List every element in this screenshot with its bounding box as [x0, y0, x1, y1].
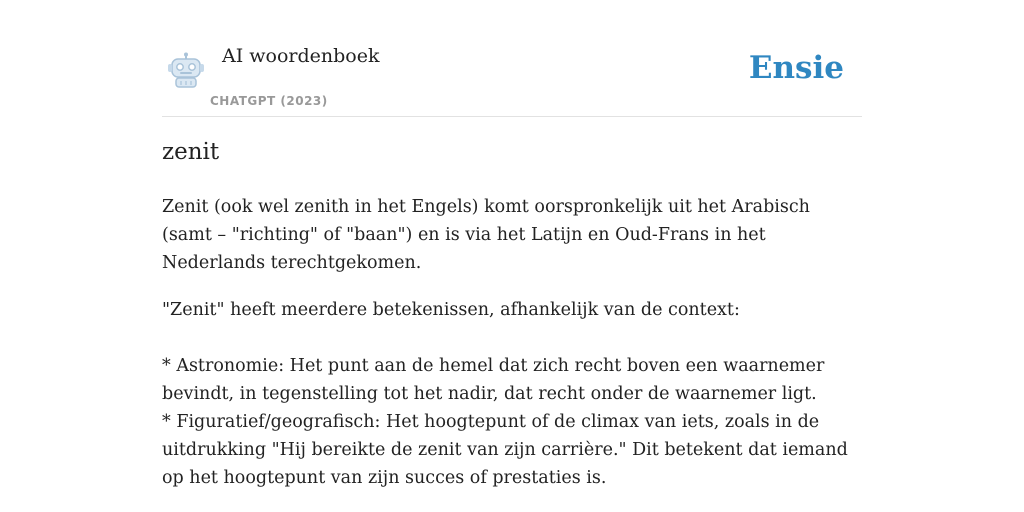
entry-header: [162, 0, 862, 117]
meaning-item: * Astronomie: Het punt aan de hemel dat zich recht boven een waarnemer bevindt, in tegenstelling tot het nadir, dat recht onder de waarnemer ligt.: [162, 356, 825, 404]
meaning-item: * Figuratief/geografisch: Het hoogtepunt of de climax van iets, zoals in de uitdrukking "Hij bereikte de zenit van zijn carrière." Dit betekent dat iemand op het hoogtepunt van zijn succes of prestaties is.: [162, 412, 848, 488]
entry-container: [162, 0, 862, 488]
meanings-intro: "Zenit" heeft meerdere betekenissen, afhankelijk van de context:: [162, 300, 740, 320]
etymology-paragraph: Zenit (ook wel zenith in het Engels) komt oorspronkelijk uit het Arabisch (samt – "richting" of "baan") en is via het Latijn en Oud-Frans in het Nederlands terechtgekomen.: [162, 197, 810, 273]
source-subtitle: CHATGPT (2023): [210, 94, 328, 108]
entry-term: zenit: [162, 139, 220, 165]
entry-body: [162, 193, 862, 492]
brand-logo[interactable]: Ensie: [748, 50, 844, 86]
source-title[interactable]: AI woordenboek: [222, 45, 380, 67]
robot-icon: [166, 52, 206, 88]
